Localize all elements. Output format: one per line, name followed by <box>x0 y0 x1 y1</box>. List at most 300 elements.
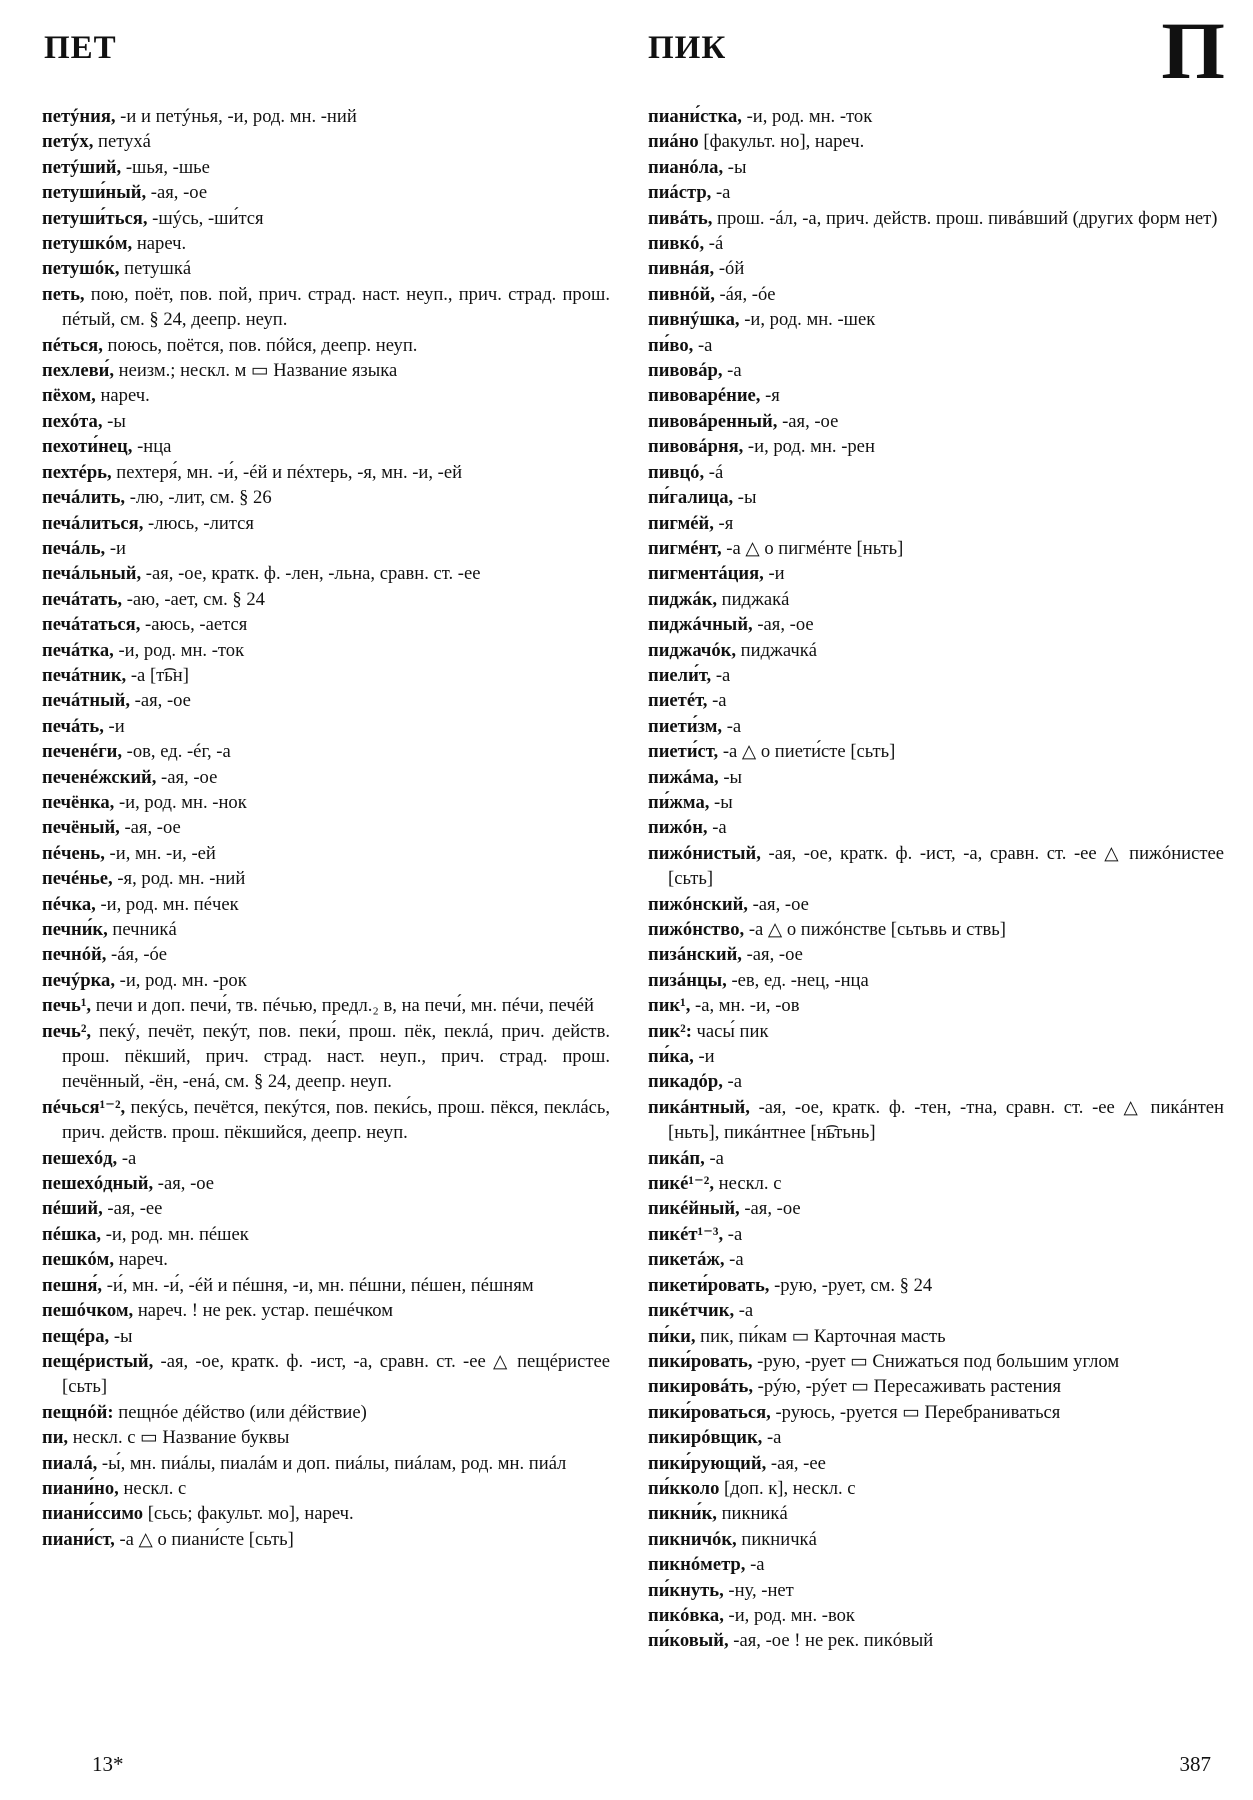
entry-forms: -нца <box>132 436 172 458</box>
entry-headword: петýния, <box>42 106 116 127</box>
dictionary-entry <box>648 358 1224 383</box>
entry-forms: пиджачкá <box>736 639 818 661</box>
right-guide-word: ПИК <box>648 30 727 66</box>
dictionary-entry <box>648 511 1224 536</box>
entry-forms: -ы <box>733 487 757 509</box>
entry-headword: пи́кколо <box>648 1477 720 1499</box>
entry-forms: -а <box>745 1554 765 1576</box>
dictionary-entry <box>648 688 1224 713</box>
dictionary-entry <box>648 155 1224 180</box>
entry-headword: пиджáк, <box>648 588 717 610</box>
dictionary-entry <box>648 1552 1224 1577</box>
dictionary-entry <box>42 333 610 358</box>
dictionary-entry <box>42 1273 610 1298</box>
entry-headword: печáтать, <box>42 588 123 610</box>
dictionary-entry <box>648 180 1224 205</box>
entry-headword: пешкóм, <box>42 1249 114 1271</box>
entry-forms: -и <box>105 537 126 559</box>
entry-forms: -áя, -óе <box>106 944 168 966</box>
entry-headword: петуши́ться, <box>42 207 148 229</box>
entry-forms: -а <box>707 690 727 712</box>
entry-forms: -и, род. мн. -ток <box>741 106 873 127</box>
dictionary-entry <box>42 1349 610 1400</box>
page-number: 387 <box>1179 1752 1211 1776</box>
dictionary-entry <box>648 1069 1224 1094</box>
dictionary-entry <box>42 409 610 434</box>
entry-forms: -ая, -ое ! не рек. пикóвый <box>728 1630 934 1652</box>
dictionary-entry <box>42 561 610 586</box>
entry-headword: пещéра, <box>42 1325 110 1347</box>
dictionary-entry <box>648 1324 1224 1349</box>
dictionary-entry <box>42 206 610 231</box>
entry-forms: -а <box>762 1427 782 1449</box>
entry-forms: -ая, -ое <box>747 893 809 915</box>
entry-headword: пивкó, <box>648 233 705 255</box>
dictionary-entry <box>648 231 1224 256</box>
left-guide-word: ПЕТ <box>44 30 117 66</box>
entry-forms: -а <box>724 1249 744 1271</box>
dictionary-entry <box>648 1400 1224 1425</box>
entry-forms: -а <box>711 664 731 686</box>
dictionary-entry <box>42 1425 610 1450</box>
entry-headword: печёный, <box>42 817 120 839</box>
entry-headword: пики́рующий, <box>648 1452 767 1474</box>
right-column <box>648 104 1224 1654</box>
entry-forms: -я, род. мн. -ний <box>112 868 246 890</box>
entry-headword: пикéт¹⁻³, <box>648 1223 724 1245</box>
entry-headword: пижáма, <box>648 766 719 788</box>
entry-forms: нескл. с ▭ Название буквы <box>68 1427 290 1449</box>
entry-headword: пи́ковый, <box>648 1630 729 1652</box>
entry-headword: пиалá, <box>42 1452 98 1474</box>
entry-forms: -ая, -ое <box>130 690 191 712</box>
entry-forms: -óй <box>714 258 745 280</box>
entry-headword: печнóй, <box>42 944 107 966</box>
entry-forms: -ая, -ое <box>739 1198 801 1220</box>
dictionary-entry <box>42 612 610 637</box>
dictionary-entry <box>42 993 610 1018</box>
entry-headword: петь, <box>42 283 85 305</box>
dictionary-entry <box>648 942 1224 967</box>
entry-forms: -ая, -ое, кратк. ф. -ист, -а, сравн. ст. -ее △ пещéристее [сьть] <box>62 1350 610 1398</box>
dictionary-entry <box>42 536 610 561</box>
entry-forms: -ая, -ое, кратк. ф. -тен, -тна, сравн. ст. -ее △ пикáнтен [ньть], пикáнтнее [н͡ьтьнь] <box>668 1096 1224 1144</box>
entry-forms: -ая, -ое <box>752 614 814 636</box>
dictionary-entry <box>42 714 610 739</box>
entry-headword: пикетáж, <box>648 1249 725 1271</box>
entry-forms: прош. -áл, -а, прич. действ. прош. пивáвший (других форм нет) <box>712 207 1218 229</box>
entry-forms: -аю, -ает, см. § 24 <box>122 588 265 610</box>
entry-forms: неизм.; нескл. м ▭ Название языка <box>113 360 398 382</box>
entry-headword: пигментáция, <box>648 563 764 585</box>
dictionary-entry <box>648 282 1224 307</box>
entry-forms: петушкá <box>119 258 192 280</box>
dictionary-entry <box>42 358 610 383</box>
entry-headword: пижóнство, <box>648 919 745 940</box>
entry-forms: -ая, -ое, кратк. ф. -ист, -а, сравн. ст. -ее △ пижóнистее [сьть] <box>668 842 1224 890</box>
entry-forms: -а <box>707 817 727 839</box>
entry-forms: -а <box>693 334 713 356</box>
entry-headword: пиели́т, <box>648 664 712 686</box>
entry-forms: -и́, мн. -и́, -éй и пéшня, -и, мн. пéшни, пéшен, пéшням <box>102 1274 534 1296</box>
dictionary-entry <box>648 1501 1224 1526</box>
entry-forms: -руюсь, -руется ▭ Перебраниваться <box>770 1401 1061 1423</box>
entry-headword: пёхом, <box>42 385 96 407</box>
entry-headword: пехтéрь, <box>42 461 112 483</box>
entry-headword: пещéристый, <box>42 1350 154 1372</box>
entry-headword: пиджáчный, <box>648 614 753 636</box>
dictionary-entry <box>42 587 610 612</box>
dictionary-entry <box>648 765 1224 790</box>
entry-forms: пикничкá <box>736 1528 817 1550</box>
entry-forms: -и, род. мн. пéчек <box>95 893 239 915</box>
dictionary-entry <box>42 1222 610 1247</box>
entry-forms: -а <box>723 1223 743 1245</box>
entry-forms: -ая, -ое <box>153 1173 215 1195</box>
entry-headword: пиджачóк, <box>648 639 737 661</box>
left-column <box>42 104 610 1552</box>
entry-forms: -ы́, мн. пиáлы, пиалáм и доп. пиáлы, пиáлам, род. мн. пиáл <box>97 1452 567 1474</box>
entry-headword: пианóла, <box>648 156 724 178</box>
entry-forms: -люсь, -лится <box>143 512 254 534</box>
entry-forms: пехтеря́, мн. -и́, -éй и пéхтерь, -я, мн. -и, -ей <box>111 461 463 483</box>
dictionary-entry <box>648 1628 1224 1653</box>
entry-forms: -ая, -ое <box>777 410 839 432</box>
dictionary-entry <box>648 638 1224 663</box>
entry-headword: пик¹, <box>648 995 691 1017</box>
entry-forms: -а, мн. -и, -ов <box>690 995 800 1017</box>
dictionary-entry <box>42 1019 610 1095</box>
dictionary-entry <box>648 1374 1224 1399</box>
entry-forms: -ну, -нет <box>723 1579 794 1601</box>
dictionary-entry <box>42 1095 610 1146</box>
entry-headword: пивцó, <box>648 461 705 483</box>
entry-forms: -ая, -ее <box>102 1198 163 1220</box>
entry-forms: -á <box>704 461 724 483</box>
dictionary-entry <box>648 485 1224 510</box>
entry-forms: -рую, -рует ▭ Снижаться под большим углом <box>752 1350 1120 1372</box>
entry-headword: пижóнистый, <box>648 842 761 864</box>
entry-headword: пикировáть, <box>648 1376 753 1398</box>
entry-headword: пи́ка, <box>648 1046 694 1068</box>
dictionary-entry <box>42 663 610 688</box>
entry-headword: пехóта, <box>42 410 103 432</box>
dictionary-entry <box>42 1298 610 1323</box>
dictionary-entry <box>648 841 1224 892</box>
entry-forms: пикникá <box>716 1503 788 1525</box>
entry-forms: -а <box>722 715 742 737</box>
entry-headword: петуши́ный, <box>42 182 147 204</box>
entry-headword: пéчень, <box>42 842 105 864</box>
dictionary-entry <box>648 1273 1224 1298</box>
entry-forms: -ая, -ое <box>741 944 803 966</box>
entry-headword: пивнóй, <box>648 283 715 305</box>
entry-forms: [сьсь; факульт. мо], нареч. <box>143 1503 354 1525</box>
entry-headword: печýрка, <box>42 969 116 991</box>
entry-forms: -и, род. мн. -рен <box>743 436 875 458</box>
entry-headword: печáтаться, <box>42 614 141 636</box>
entry-forms: поюсь, поётся, пов. пóйся, деепр. неуп. <box>102 334 418 356</box>
dictionary-entry <box>648 333 1224 358</box>
dictionary-entry <box>42 892 610 917</box>
dictionary-entry <box>648 1222 1224 1247</box>
entry-headword: пи́жма, <box>648 791 710 813</box>
dictionary-entry <box>648 1425 1224 1450</box>
dictionary-entry <box>648 1451 1224 1476</box>
entry-forms: -ы <box>109 1325 133 1347</box>
entry-headword: пешехóд, <box>42 1147 118 1169</box>
dictionary-entry <box>648 536 1224 561</box>
entry-forms: -аюсь, -ается <box>140 614 248 636</box>
dictionary-entry <box>648 1171 1224 1196</box>
entry-headword: пéчься¹⁻², <box>42 1096 126 1118</box>
dictionary-entry <box>648 1527 1224 1552</box>
entry-forms: [факульт. но], нареч. <box>698 131 865 153</box>
entry-forms: -ов, ед. -éг, -а <box>122 741 231 763</box>
entry-forms: -и <box>103 715 125 737</box>
entry-forms: -ы <box>102 410 126 432</box>
entry-forms: нареч. ! не рек. устар. пешéчком <box>133 1300 394 1322</box>
dictionary-entry <box>42 256 610 281</box>
entry-headword: пешóчком, <box>42 1300 134 1322</box>
entry-headword: пéший, <box>42 1198 103 1220</box>
entry-headword: петушóк, <box>42 258 120 280</box>
entry-forms: [доп. к], нескл. с <box>719 1477 856 1499</box>
entry-headword: пехоти́нец, <box>42 436 133 458</box>
dictionary-entry <box>42 180 610 205</box>
dictionary-entry <box>42 434 610 459</box>
dictionary-entry <box>648 561 1224 586</box>
entry-headword: пики́ровать, <box>648 1350 753 1372</box>
entry-headword: пивнýшка, <box>648 309 740 331</box>
dictionary-entry <box>648 1476 1224 1501</box>
entry-headword: пéться, <box>42 334 103 356</box>
dictionary-entry <box>648 256 1224 281</box>
entry-headword: печáльный, <box>42 563 142 585</box>
entry-forms: пещнóе дéйство (или дéйствие) <box>113 1401 367 1423</box>
entry-headword: пикéйный, <box>648 1198 740 1220</box>
entry-forms: -ая, -ое <box>146 182 208 204</box>
entry-forms: -лю, -лит, см. § 26 <box>125 487 272 509</box>
entry-headword: пизáнский, <box>648 944 742 966</box>
dictionary-entry <box>42 1324 610 1349</box>
entry-headword: печёнка, <box>42 791 115 813</box>
entry-forms: нареч. <box>114 1249 168 1271</box>
entry-headword: пиети́зм, <box>648 715 723 737</box>
entry-forms: -а <box>711 182 731 204</box>
entry-headword: пи́ки, <box>648 1325 696 1347</box>
entry-headword: пехлеви́, <box>42 360 114 382</box>
entry-headword: пикирóвщик, <box>648 1427 763 1449</box>
entry-headword: пéшка, <box>42 1223 102 1245</box>
entry-forms: -и <box>763 563 785 585</box>
entry-headword: пикé¹⁻², <box>648 1173 715 1195</box>
entry-forms: -áя, -óе <box>714 283 776 305</box>
entry-forms: нескл. с <box>118 1477 187 1499</box>
entry-forms: -и, род. мн. -шек <box>739 309 876 331</box>
dictionary-entry <box>648 1578 1224 1603</box>
dictionary-entry <box>42 739 610 764</box>
entry-forms: -и, род. мн. -нок <box>114 791 247 813</box>
dictionary-entry <box>648 1298 1224 1323</box>
dictionary-entry <box>648 1247 1224 1272</box>
dictionary-entry <box>42 104 610 129</box>
entry-headword: петýший, <box>42 156 122 178</box>
dictionary-entry <box>42 815 610 840</box>
entry-headword: пикни́к, <box>648 1503 717 1525</box>
entry-headword: пикадóр, <box>648 1071 723 1093</box>
entry-forms: пекý, печёт, пекýт, пов. пеки́, прош. пёк, пеклá, прич. действ. прош. пёкший, прич. страд. наст. неуп., прич. страд. прош. печённый, -ён, -енá, см. § 24, деепр. неуп. <box>62 1020 610 1093</box>
entry-headword: пикнóметр, <box>648 1554 746 1576</box>
dictionary-entry <box>648 434 1224 459</box>
entry-headword: пешехóдный, <box>42 1173 154 1195</box>
entry-headword: пикáнтный, <box>648 1096 750 1118</box>
entry-headword: пижóн, <box>648 817 708 839</box>
dictionary-entry <box>42 383 610 408</box>
dictionary-entry <box>42 866 610 891</box>
entry-headword: пикничóк, <box>648 1528 737 1550</box>
dictionary-entry <box>42 1501 610 1526</box>
dictionary-entry <box>42 155 610 180</box>
dictionary-entry <box>42 942 610 967</box>
entry-headword: пивовáр, <box>648 360 723 382</box>
dictionary-entry <box>42 460 610 485</box>
dictionary-entry <box>42 1146 610 1171</box>
entry-headword: пикети́ровать, <box>648 1274 770 1296</box>
entry-forms: -а [т͡ьн] <box>126 664 189 686</box>
entry-headword: пиáстр, <box>648 182 712 204</box>
entry-headword: пигмéнт, <box>648 537 722 559</box>
entry-forms: -и, род. мн. -ток <box>113 639 245 661</box>
dictionary-entry <box>648 1349 1224 1374</box>
entry-headword: пи, <box>42 1427 69 1449</box>
entry-forms: -á <box>704 233 724 255</box>
entry-headword: печáль, <box>42 537 106 559</box>
entry-forms: -а △ о пигмéнте [ньть] <box>721 537 904 559</box>
entry-headword: печенéги, <box>42 741 123 763</box>
entry-headword: печни́к, <box>42 919 108 940</box>
dictionary-entry <box>42 1451 610 1476</box>
entry-headword: печáлить, <box>42 487 126 509</box>
entry-forms: пик, пи́кам ▭ Карточная масть <box>695 1325 946 1347</box>
dictionary-entry <box>42 790 610 815</box>
dictionary-entry <box>648 104 1224 129</box>
entry-forms: пиджакá <box>716 588 790 610</box>
entry-forms: печникá <box>107 919 177 940</box>
entry-headword: печенéжский, <box>42 766 157 788</box>
dictionary-entry <box>648 460 1224 485</box>
entry-headword: пиети́ст, <box>648 741 719 763</box>
dictionary-entry <box>648 307 1224 332</box>
entry-headword: пикéтчик, <box>648 1300 735 1322</box>
entry-forms: -а △ о пиани́сте [сьть] <box>114 1528 294 1550</box>
dictionary-entry <box>42 1196 610 1221</box>
dictionary-entry <box>648 1146 1224 1171</box>
entry-headword: печáтник, <box>42 664 127 686</box>
dictionary-entry <box>648 993 1224 1018</box>
dictionary-entry <box>42 1171 610 1196</box>
entry-forms: -рýю, -рýет ▭ Пересаживать растения <box>752 1376 1062 1398</box>
entry-forms: -ая, -ое <box>156 766 218 788</box>
entry-headword: пиетéт, <box>648 690 708 712</box>
dictionary-entry <box>648 714 1224 739</box>
entry-headword: пикóвка, <box>648 1604 724 1626</box>
entry-headword: печáть, <box>42 715 104 737</box>
entry-headword: печéнье, <box>42 868 113 890</box>
entry-headword: петушкóм, <box>42 233 133 255</box>
entry-forms: -и, род. мн. пéшек <box>101 1223 249 1245</box>
entry-forms: -ев, ед. -нец, -нца <box>726 969 869 991</box>
entry-forms: -и, род. мн. -рок <box>115 969 247 991</box>
entry-headword: печь¹, <box>42 995 92 1017</box>
entry-forms: петухá <box>93 131 151 153</box>
entry-headword: пики́роваться, <box>648 1401 771 1423</box>
entry-headword: пиани́но, <box>42 1477 119 1499</box>
dictionary-entry <box>42 1527 610 1552</box>
entry-forms: -а △ о пиети́сте [сьть] <box>718 741 896 763</box>
dictionary-entry <box>648 1044 1224 1069</box>
entry-headword: пéчка, <box>42 893 96 915</box>
entry-forms: -ы <box>709 791 733 813</box>
entry-forms: нескл. с <box>714 1173 782 1195</box>
dictionary-entry <box>648 409 1224 434</box>
dictionary-entry <box>648 815 1224 840</box>
entry-forms: печи и доп. печи́, тв. пéчью, предл.₂ в, на печи́, мн. пéчи, печéй <box>91 995 594 1017</box>
dictionary-entry <box>42 688 610 713</box>
entry-forms: -рую, -рует, см. § 24 <box>769 1274 933 1296</box>
entry-forms: -ая, -ое <box>119 817 181 839</box>
entry-forms: часы́ пик <box>691 1020 769 1042</box>
entry-forms: -а <box>722 1071 742 1093</box>
entry-forms: -шья, -шье <box>121 156 210 178</box>
entry-headword: петýх, <box>42 131 94 153</box>
dictionary-entry <box>648 1603 1224 1628</box>
entry-forms: -а <box>734 1300 754 1322</box>
dictionary-entry <box>648 917 1224 942</box>
entry-forms: -и <box>693 1046 715 1068</box>
dictionary-entry <box>648 1019 1224 1044</box>
entry-forms: -а △ о пижóнстве [сьтьвь и ствь] <box>744 919 1006 940</box>
dictionary-entry <box>648 383 1224 408</box>
dictionary-entry <box>42 968 610 993</box>
dictionary-entry <box>648 968 1224 993</box>
entry-forms: -и и петýнья, -и, род. мн. -ний <box>115 106 357 127</box>
entry-forms: -ая, -ее <box>766 1452 826 1474</box>
dictionary-entry <box>42 231 610 256</box>
dictionary-entry <box>42 511 610 536</box>
dictionary-entry <box>648 790 1224 815</box>
entry-forms: -шýсь, -ши́тся <box>147 207 264 229</box>
dictionary-entry <box>648 1196 1224 1221</box>
dictionary-entry <box>648 892 1224 917</box>
dictionary-entry <box>42 282 610 333</box>
entry-forms: нареч. <box>95 385 150 407</box>
entry-forms: -а <box>722 360 742 382</box>
entry-headword: пизáнцы, <box>648 969 727 991</box>
dictionary-entry <box>42 841 610 866</box>
entry-forms: -и, род. мн. -вок <box>723 1604 855 1626</box>
dictionary-entry <box>648 612 1224 637</box>
dictionary-entry <box>42 129 610 154</box>
dictionary-entry <box>42 917 610 942</box>
dictionary-entry <box>648 587 1224 612</box>
entry-headword: пивовáрня, <box>648 436 744 458</box>
dictionary-entry <box>42 1247 610 1272</box>
entry-headword: пи́во, <box>648 334 694 356</box>
entry-headword: пиани́ссимо <box>42 1503 144 1525</box>
section-letter: П <box>1161 5 1225 96</box>
entry-forms: -ы <box>723 156 747 178</box>
